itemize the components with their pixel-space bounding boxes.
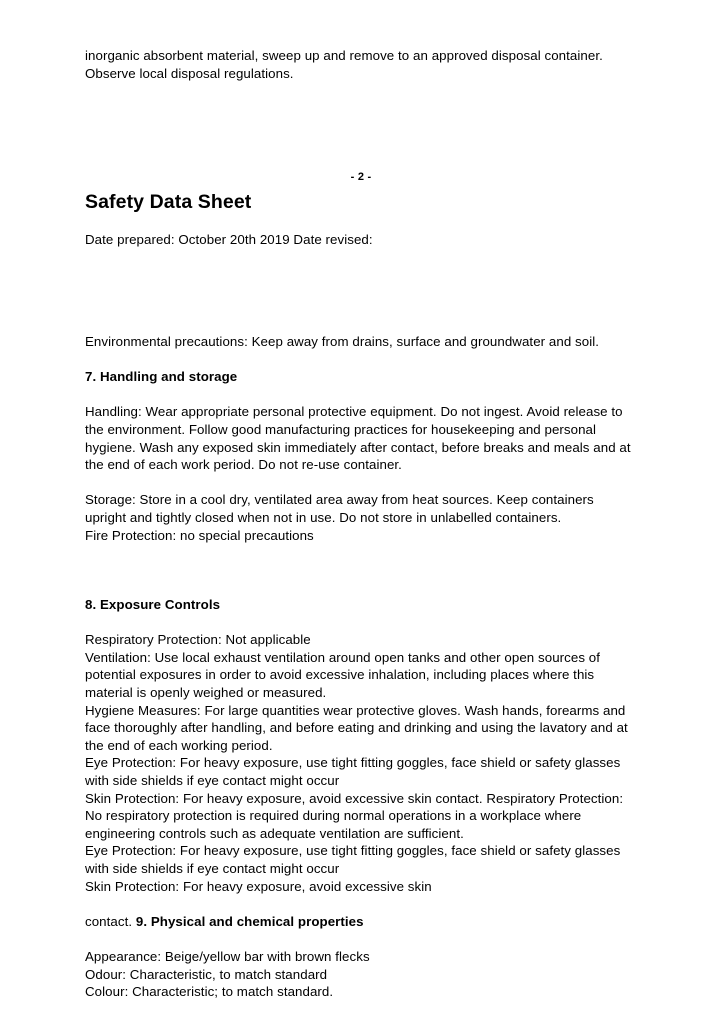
section-8-hygiene-measures-paragraph: Hygiene Measures: For large quantities wear protective gloves. Wash hands, forearms and face thoroughly after handling, and before eating and drinking and using the lavatory and at the end of each working period.: [85, 702, 628, 753]
section-9-heading-line: [85, 913, 637, 931]
section-9-lead-in-text: contact.: [85, 913, 136, 929]
section-7-heading: 7. Handling and storage: [85, 369, 238, 385]
section-8-skin-protection-paragraph-1: Skin Protection: For heavy exposure, avoid excessive skin contact. Respiratory Protection: No respiratory protection is required during normal operations in a workplace where engineering controls such as adequate ventilation are sufficient.: [85, 790, 624, 841]
section-9-colour-line: Colour: Characteristic; to match standard.: [85, 984, 334, 1000]
spacer-after-intro: [85, 100, 637, 170]
spacer-before-section-8: [85, 544, 637, 596]
spacer-after-section-8-heading: [85, 614, 637, 632]
intro-paragraph: inorganic absorbent material, sweep up and remove to an approved disposal container. Observe local disposal regulations.: [85, 48, 603, 81]
section-8-skin-protection-paragraph-2: Skin Protection: For heavy exposure, avoid excessive skin: [85, 878, 432, 894]
page-title: Safety Data Sheet: [85, 190, 252, 213]
spacer-before-section-9: [85, 895, 637, 913]
page-content: [85, 47, 637, 1001]
section-8-eye-protection-paragraph-1: Eye Protection: For heavy exposure, use tight fitting goggles, face shield or safety glasses with side shields if eye contact might occur: [85, 755, 621, 789]
section-8-respiratory-protection-line: Respiratory Protection: Not applicable: [85, 632, 311, 648]
section-9-odour-line: Odour: Characteristic, to match standard: [85, 966, 328, 982]
page-number: - 2 -: [350, 170, 372, 183]
section-8-heading: 8. Exposure Controls: [85, 597, 221, 613]
environmental-precautions-paragraph: Environmental precautions: Keep away from drains, surface and groundwater and soil.: [85, 333, 600, 349]
section-9-heading: 9. Physical and chemical properties: [135, 913, 364, 929]
section-8-ventilation-paragraph: Ventilation: Use local exhaust ventilation around open tanks and other open sources of potential exposures in order to avoid excessive inhalation, including places where this material is openly weighed or measured.: [85, 649, 601, 701]
title-block: [85, 170, 637, 214]
section-7-handling-paragraph: Handling: Wear appropriate personal protective equipment. Do not ingest. Avoid release to the environment. Follow good manufacturing practices for housekeeping and personal hygiene. Wash any exposed skin immediately after contact, before breaks and meals and at the end of each work period. Do not re-use container.: [85, 404, 631, 473]
section-7-fire-protection-line: Fire Protection: no special precautions: [85, 527, 314, 543]
spacer-after-section-9-heading: [85, 930, 637, 948]
section-7-storage-paragraph: Storage: Store in a cool dry, ventilated area away from heat sources. Keep containers upright and tightly closed when not in use. Do not store in unlabelled containers.: [85, 492, 594, 525]
spacer-after-title: [85, 214, 637, 232]
spacer-before-environmental: [85, 249, 637, 333]
date-prepared-line: Date prepared: October 20th 2019 Date revised:: [85, 232, 373, 248]
section-8-eye-protection-paragraph-2: Eye Protection: For heavy exposure, use tight fitting goggles, face shield or safety glasses with side shields if eye contact might occur: [85, 843, 621, 876]
section-9-appearance-line: Appearance: Beige/yellow bar with brown flecks: [85, 948, 370, 964]
spacer-after-section-7-heading: [85, 386, 637, 404]
